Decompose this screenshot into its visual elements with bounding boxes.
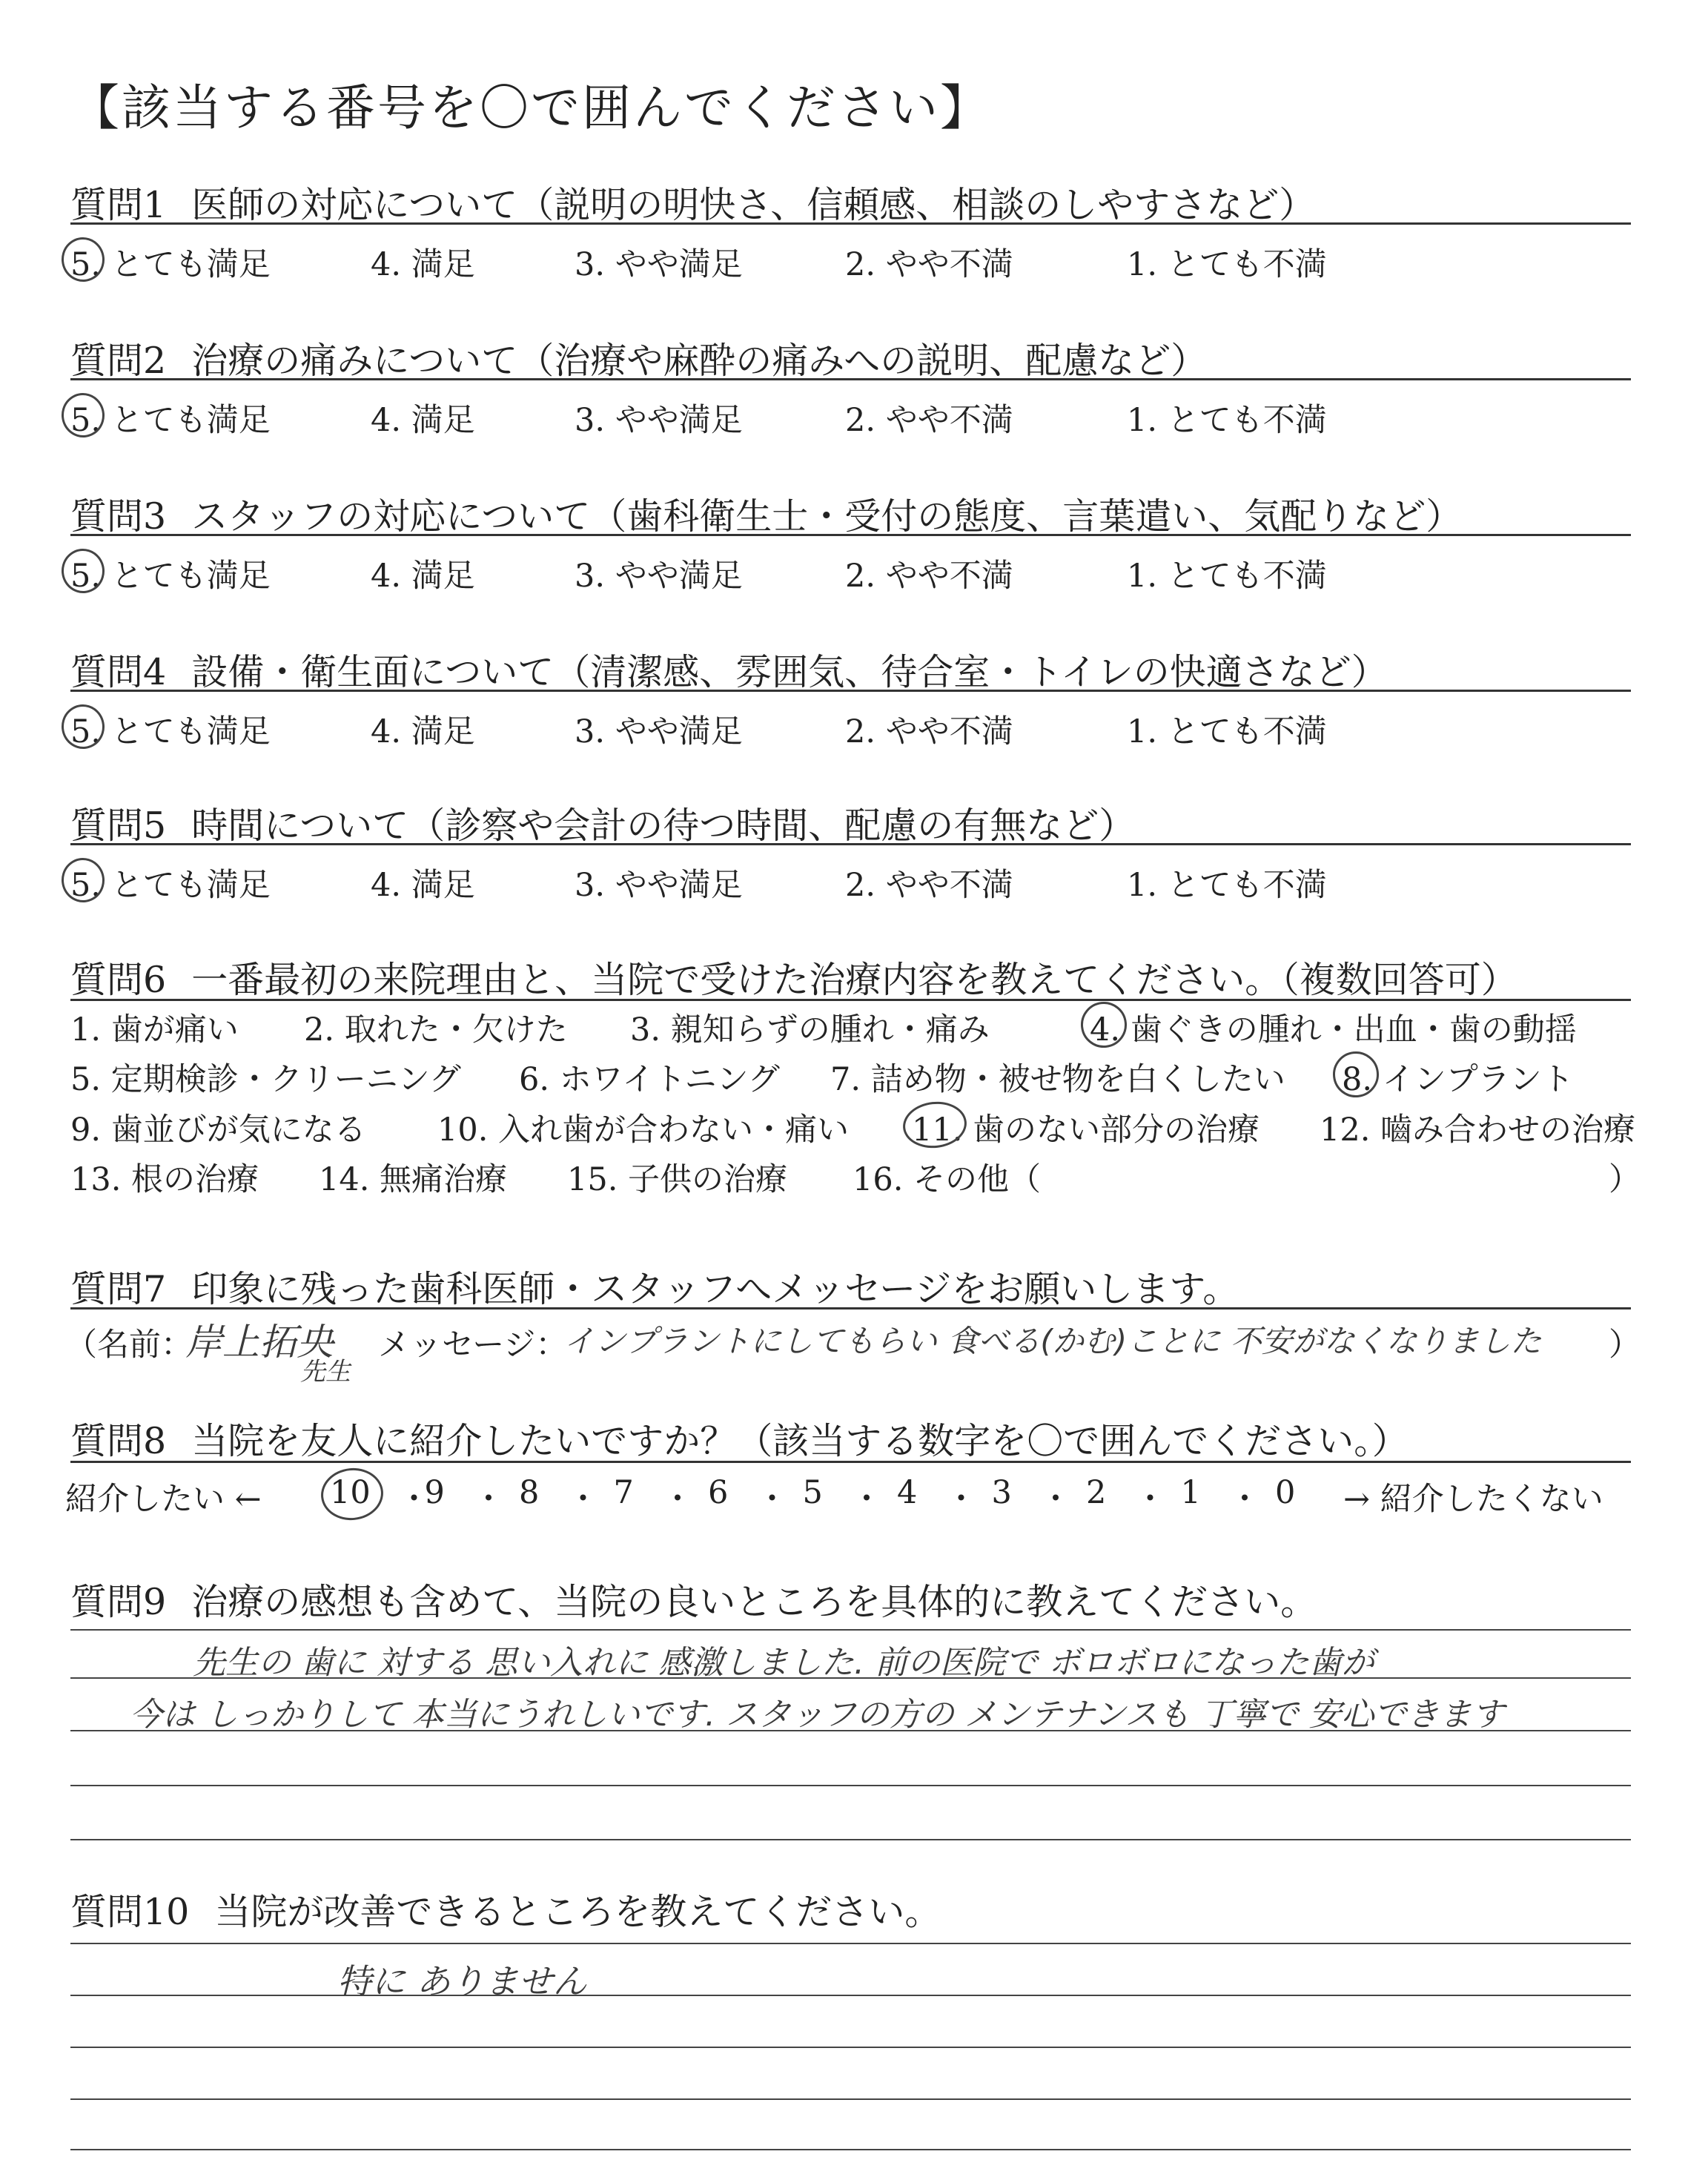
q8-left-label: 紹介したい ← — [65, 1481, 262, 1518]
q5-option[interactable]: 5. とても満足 — [70, 867, 271, 904]
q9-answer-text: 今は しっかりして 本当にうれしいです. スタッフの方の メンテナンスも 丁寧で 安心できます — [130, 1696, 1505, 1734]
q2-text: 治療の痛みについて（治療や麻酔の痛みへの説明、配慮など） — [191, 340, 1208, 382]
q7-message-value: インプラントにしてもらい 食べる(かむ)ことに 不安がなくなりました — [563, 1323, 1542, 1359]
q9-text: 治療の感想も含めて、当院の良いところを具体的に教えてください。 — [191, 1581, 1317, 1623]
q8-scale-value[interactable]: 9 — [424, 1474, 445, 1511]
q6-option[interactable]: 4. 歯ぐきの腫れ・出血・歯の動揺 — [1090, 1011, 1577, 1048]
q4-option[interactable]: 1. とても不満 — [1127, 713, 1327, 750]
q9-answer-line — [70, 1629, 1631, 1631]
q7-text: 印象に残った歯科医師・スタッフへメッセージをお願いします。 — [191, 1268, 1239, 1310]
q9-heading — [70, 1573, 1317, 1625]
q7-message-label: メッセージ： — [378, 1327, 568, 1364]
q2-rule — [70, 378, 1631, 380]
q8-scale-separator: ・ — [1134, 1481, 1166, 1518]
q2-option[interactable]: 5. とても満足 — [70, 402, 271, 439]
q5-option[interactable]: 2. やや不満 — [845, 867, 1013, 904]
q2-option[interactable]: 2. やや不満 — [845, 402, 1013, 439]
q8-scale-value[interactable]: 8 — [519, 1474, 540, 1511]
q8-scale-separator: ・ — [1228, 1481, 1261, 1518]
q4-rule — [70, 690, 1631, 692]
q6-option[interactable]: 3. 親知らずの腫れ・痛み — [630, 1011, 990, 1048]
q9-answer-line — [70, 1785, 1631, 1786]
q4-text: 設備・衛生面について（清潔感、雰囲気、待合室・トイレの快適さなど） — [191, 651, 1388, 693]
q6-option[interactable]: 2. 取れた・欠けた — [304, 1011, 568, 1048]
q8-scale-separator: ・ — [398, 1481, 430, 1518]
q8-scale-value[interactable]: 6 — [708, 1474, 729, 1511]
q7-name-label: （名前： — [65, 1327, 193, 1364]
q8-scale-value[interactable]: 1 — [1180, 1474, 1201, 1511]
q3-text: スタッフの対応について（歯科衛生士・受付の態度、言葉遣い、気配りなど） — [191, 495, 1463, 538]
q6-option[interactable]: 13. 根の治療 — [70, 1161, 259, 1198]
q1-rule — [70, 222, 1631, 225]
q6-option[interactable]: 11. 歯のない部分の治療 — [912, 1112, 1260, 1149]
q4-option[interactable]: 2. やや不満 — [845, 713, 1013, 750]
q2-option[interactable]: 3. やや満足 — [575, 402, 743, 439]
q3-option[interactable]: 4. 満足 — [371, 558, 475, 595]
q9-number: 質問9 — [70, 1581, 167, 1623]
q6-other-close: ） — [1609, 1161, 1641, 1198]
q9-answer-line — [70, 1839, 1631, 1840]
q8-scale-value[interactable]: 4 — [897, 1474, 918, 1511]
q8-scale-separator: ・ — [567, 1481, 599, 1518]
q6-option[interactable]: 7. 詰め物・被せ物を白くしたい — [830, 1061, 1285, 1098]
q3-option[interactable]: 5. とても満足 — [70, 558, 271, 595]
q8-rule — [70, 1461, 1631, 1463]
q4-heading — [70, 644, 1388, 696]
form-title: 【該当する番号を〇で囲んでください】 — [70, 79, 991, 136]
q1-option[interactable]: 4. 満足 — [371, 246, 475, 283]
q6-option[interactable]: 6. ホワイトニング — [519, 1061, 780, 1098]
q7-heading — [70, 1261, 1239, 1312]
q1-option[interactable]: 1. とても不満 — [1127, 246, 1327, 283]
q10-answer-line — [70, 2098, 1631, 2100]
q6-option[interactable]: 9. 歯並びが気になる — [70, 1112, 366, 1149]
q3-heading — [70, 488, 1462, 540]
q10-answer-line — [70, 2149, 1631, 2150]
q2-option[interactable]: 1. とても不満 — [1127, 402, 1327, 439]
q10-answer-line — [70, 1995, 1631, 1996]
q4-number: 質問4 — [70, 651, 167, 693]
q8-scale-separator: ・ — [472, 1481, 505, 1518]
q3-option[interactable]: 2. やや不満 — [845, 558, 1013, 595]
q8-scale-value[interactable]: 0 — [1275, 1474, 1296, 1511]
q3-number: 質問3 — [70, 495, 167, 538]
q8-number: 質問8 — [70, 1420, 167, 1462]
q6-rule — [70, 999, 1631, 1001]
q6-text: 一番最初の来院理由と、当院で受けた治療内容を教えてください。（複数回答可） — [191, 959, 1517, 1001]
q6-number: 質問6 — [70, 959, 167, 1001]
q8-scale-value[interactable]: 3 — [991, 1474, 1012, 1511]
q8-scale-value[interactable]: 10 — [330, 1474, 371, 1511]
q8-scale-value[interactable]: 5 — [802, 1474, 823, 1511]
q7-number: 質問7 — [70, 1268, 167, 1310]
q1-option[interactable]: 3. やや満足 — [575, 246, 743, 283]
q5-option[interactable]: 4. 満足 — [371, 867, 475, 904]
q6-option[interactable]: 16. その他（ — [853, 1161, 1042, 1198]
q5-text: 時間について（診察や会計の待つ時間、配慮の有無など） — [191, 805, 1136, 847]
q6-option[interactable]: 15. 子供の治療 — [567, 1161, 788, 1198]
q6-option[interactable]: 1. 歯が痛い — [70, 1011, 239, 1048]
q2-option[interactable]: 4. 満足 — [371, 402, 475, 439]
q6-option[interactable]: 5. 定期検診・クリーニング — [70, 1061, 461, 1098]
q6-option[interactable]: 10. 入れ歯が合わない・痛い — [437, 1112, 850, 1149]
q1-option[interactable]: 5. とても満足 — [70, 246, 271, 283]
q8-scale-value[interactable]: 7 — [613, 1474, 634, 1511]
q5-number: 質問5 — [70, 805, 167, 847]
q3-rule — [70, 534, 1631, 536]
q7-rule — [70, 1307, 1631, 1309]
q5-option[interactable]: 1. とても不満 — [1127, 867, 1327, 904]
q2-number: 質問2 — [70, 340, 167, 382]
q10-number: 質問10 — [70, 1891, 190, 1933]
q3-option[interactable]: 3. やや満足 — [575, 558, 743, 595]
q8-scale-separator: ・ — [945, 1481, 977, 1518]
q1-number: 質問1 — [70, 184, 167, 226]
q5-rule — [70, 843, 1631, 845]
q5-heading — [70, 797, 1135, 849]
q7-name-value: 岸上拓央 — [185, 1321, 334, 1364]
q7-name-suffix: 先生 — [300, 1357, 351, 1387]
q1-option[interactable]: 2. やや不満 — [845, 246, 1013, 283]
q10-answer-line — [70, 1943, 1631, 1944]
q8-heading — [70, 1413, 1409, 1464]
q8-selection-circle — [319, 1465, 386, 1523]
q10-answer-line — [70, 2047, 1631, 2048]
q6-option[interactable]: 12. 嚙み合わせの治療 — [1320, 1112, 1636, 1149]
q10-text: 当院が改善できるところを教えてください。 — [214, 1891, 941, 1933]
q10-heading — [70, 1883, 941, 1935]
q8-scale-separator: ・ — [756, 1481, 788, 1518]
q8-scale-value[interactable]: 2 — [1086, 1474, 1107, 1511]
q7-close-paren: ） — [1609, 1327, 1641, 1364]
q8-scale-separator: ・ — [661, 1481, 694, 1518]
q2-heading — [70, 332, 1207, 384]
q8-text: 当院を友人に紹介したいですか？（該当する数字を〇で囲んでください。） — [191, 1420, 1409, 1462]
q5-option[interactable]: 3. やや満足 — [575, 867, 743, 904]
q4-option[interactable]: 3. やや満足 — [575, 713, 743, 750]
q1-heading — [70, 176, 1315, 228]
q8-scale-separator: ・ — [1039, 1481, 1072, 1518]
q6-option[interactable]: 14. 無痛治療 — [319, 1161, 508, 1198]
q3-option[interactable]: 1. とても不満 — [1127, 558, 1327, 595]
q9-answer-text: 先生の 歯に 対する 思い入れに 感激しました. 前の医院で ボロボロになった歯が — [193, 1644, 1374, 1682]
q1-text: 医師の対応について（説明の明快さ、信頼感、相談のしやすさなど） — [191, 184, 1316, 226]
q6-heading — [70, 951, 1517, 1003]
q8-right-label: → 紹介したくない — [1343, 1481, 1603, 1518]
q4-option[interactable]: 4. 満足 — [371, 713, 475, 750]
q10-answer-text: 特に ありません — [337, 1961, 587, 2001]
q8-scale-separator: ・ — [850, 1481, 883, 1518]
q4-option[interactable]: 5. とても満足 — [70, 713, 271, 750]
q6-option[interactable]: 8. インプラント — [1342, 1061, 1574, 1098]
